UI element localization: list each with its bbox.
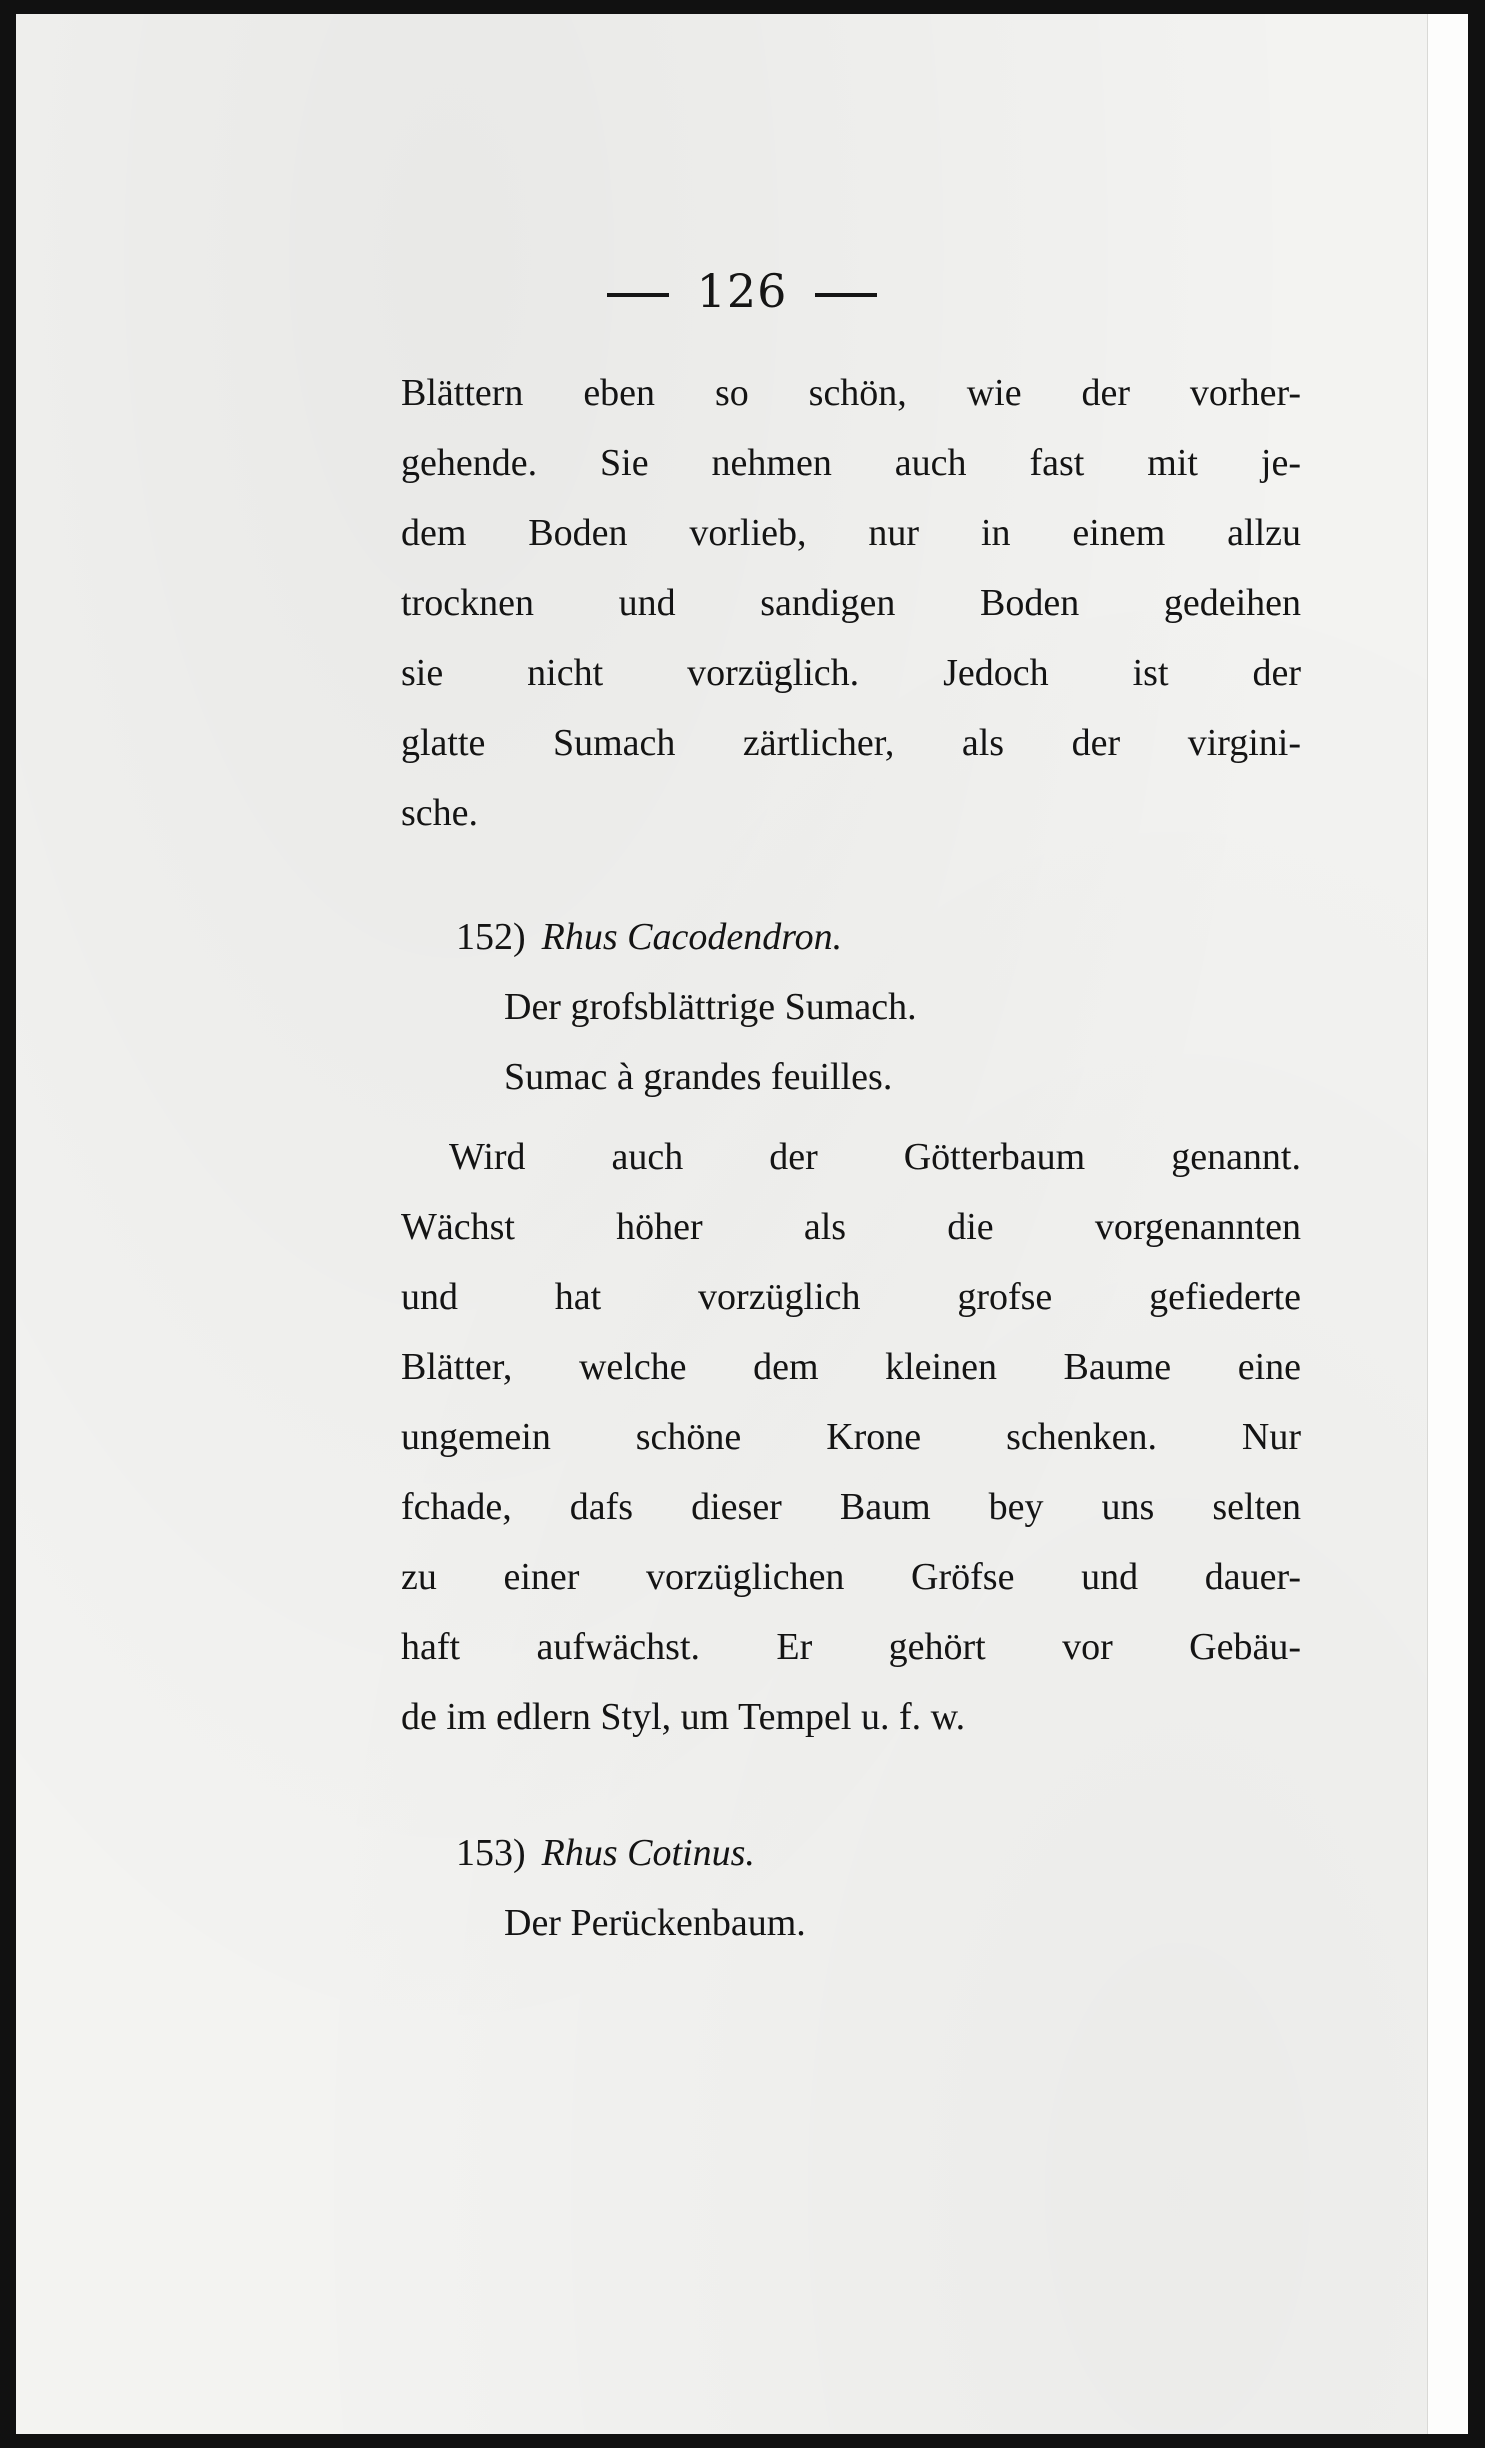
header-dash-right xyxy=(815,293,877,297)
text-line: Blätter, welche dem kleinen Baume eine xyxy=(401,1346,1301,1388)
text-line: sche. xyxy=(401,792,479,834)
text-line: und hat vorzüglich grofse gefiederte xyxy=(401,1276,1301,1318)
paragraph-1 xyxy=(401,358,1301,848)
entry-152 xyxy=(456,902,917,1112)
header-dash-left xyxy=(607,293,669,297)
text-line: Wird auch der Götterbaum genannt. xyxy=(449,1136,1301,1178)
paragraph-2 xyxy=(401,1122,1301,1752)
page-number: 126 xyxy=(696,264,788,318)
text-line: Wächst höher als die vorgenannten xyxy=(401,1206,1301,1248)
latin-name: Rhus Cotinus. xyxy=(541,1832,755,1874)
entry-heading xyxy=(456,1818,806,1888)
text-line: dem Boden vorlieb, nur in einem allzu xyxy=(401,512,1301,554)
text-line: de im edlern Styl, um Tempel u. f. w. xyxy=(401,1696,966,1738)
text-line: haft aufwächst. Er gehört vor Gebäu- xyxy=(401,1626,1301,1668)
french-name: Sumac à grandes feuilles. xyxy=(504,1056,893,1098)
text-line: ungemein schöne Krone schenken. Nur xyxy=(401,1416,1301,1458)
german-name: Der Perückenbaum. xyxy=(504,1902,806,1944)
page-edge xyxy=(1427,14,1468,2434)
text-line: trocknen und sandigen Boden gedeihen xyxy=(401,582,1301,624)
text-line: sie nicht vorzüglich. Jedoch ist der xyxy=(401,652,1301,694)
text-line: fchade, dafs dieser Baum bey uns selten xyxy=(401,1486,1301,1528)
page-header xyxy=(16,264,1468,318)
entry-heading xyxy=(456,902,917,972)
german-name: Der grofsblättrige Sumach. xyxy=(504,986,917,1028)
entry-153 xyxy=(456,1818,806,1958)
latin-name: Rhus Cacodendron. xyxy=(541,916,843,958)
text-line: glatte Sumach zärtlicher, als der virgini- xyxy=(401,722,1301,764)
text-line: Blättern eben so schön, wie der vorher- xyxy=(401,372,1301,414)
text-line: gehende. Sie nehmen auch fast mit je- xyxy=(401,442,1301,484)
entry-number: 152) xyxy=(456,916,526,958)
entry-number: 153) xyxy=(456,1832,526,1874)
text-line: zu einer vorzüglichen Gröfse und dauer- xyxy=(401,1556,1301,1598)
book-page xyxy=(16,14,1468,2434)
